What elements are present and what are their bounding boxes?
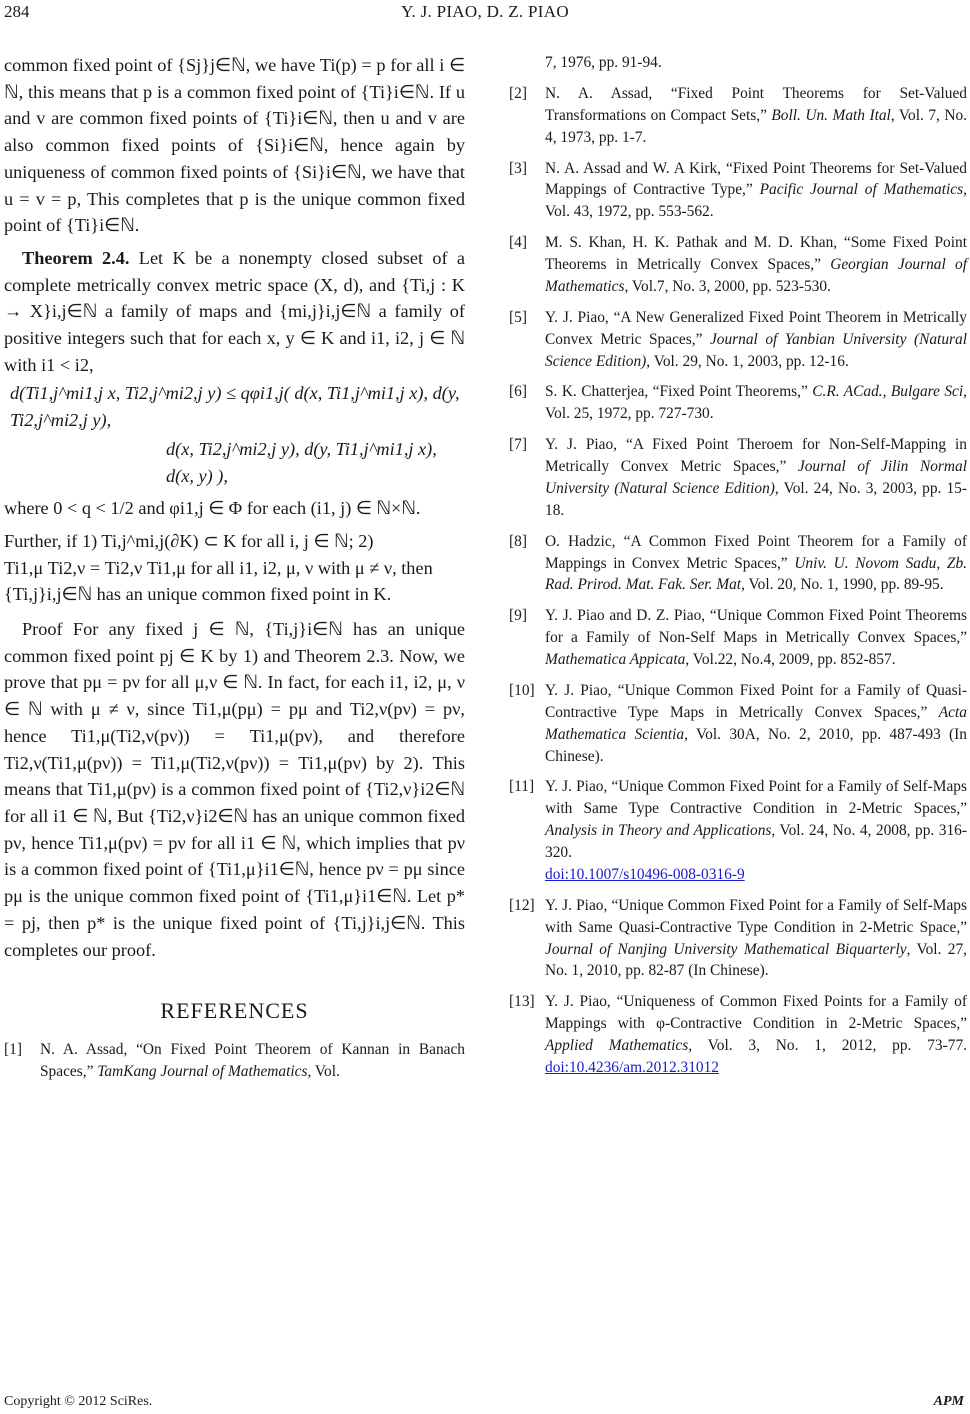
reference-item <box>509 158 967 224</box>
inequality-line-2: d(x, Ti2,j^mi2,j y), d(y, Ti1,j^mi1,j x), d(x, y) ), <box>166 438 442 486</box>
reference-item <box>509 381 967 425</box>
reference-item <box>509 307 967 373</box>
reference-item <box>509 991 967 1079</box>
reference-item-1 <box>4 1039 465 1083</box>
reference-text: M. S. Khan, H. K. Pathak and M. D. Khan, “Some Fixed Point Theorems in Metrically Convex Spaces,” Georgian Journal of Mathematics, Vol.7, No. 3, 2000, pp. 523-530. <box>545 234 967 295</box>
inequality-line-1: d(Ti1,j^mi1,j x, Ti2,j^mi2,j y) ≤ qφi1,j( d(x, Ti1,j^mi1,j x), d(y, Ti2,j^mi2,j y), <box>10 383 465 431</box>
proof-paragraph: Proof For any fixed j ∈ ℕ, {Ti,j}i∈ℕ has an unique common fixed point pj ∈ K by 1) and Theorem 2.3. Now, we prove that pμ = pν for all μ,ν ∈ ℕ. In fact, for each i1, i2, μ, ν ∈ ℕ with μ ≠ ν, since Ti1,μ(pμ) = pμ and Ti2,ν(pν) = pν, hence Ti1,μ(Ti2,ν(pν)) = Ti1,μ(pν), and therefore Ti2,ν(Ti1,μ(pν)) = Ti1,μ(Ti2,ν(pν)) = Ti1,μ(pν) by 2). This means that Ti1,μ(pν) is a common fixed point of {Ti2,ν}i2∈ℕ for all i1 ∈ ℕ, But {Ti2,ν}i2∈ℕ has an unique common fixed pν, hence Ti1,μ(pν) = pν for all i1 ∈ ℕ, which implies that pν is a common fixed point of {Ti1,μ}i1∈ℕ, hence pν = pμ since pμ is the unique common fixed point of {Ti1,μ}i1∈ℕ. Let p* = pj, then p* is the unique fixed point of {Ti,j}i,j∈ℕ. This completes our proof. <box>4 619 465 960</box>
paragraph-continued: common fixed point of {Sj}j∈ℕ, we have Ti(p) = p for all i ∈ ℕ, this means that p is a common fixed point of {Ti}i∈ℕ. If u and v are common fixed points of {Ti}i∈ℕ, then u and v are also common fixed points of {Si}i∈ℕ, hence again by uniqueness of common fixed points of {Si}i∈ℕ, we have that u = v = p, This completes that p is the unique common fixed point of {Ti}i∈ℕ. <box>4 55 465 236</box>
reference-number: [12] <box>509 896 535 914</box>
reference-text: S. K. Chatterjea, “Fixed Point Theorems,” C.R. ACad., Bulgare Sci, Vol. 25, 1972, pp. 727-730. <box>545 383 967 423</box>
reference-text: Y. J. Piao and D. Z. Piao, “Unique Common Fixed Point Theorems for a Family of Non-Self Maps in Metrically Convex Spaces,” Mathematica Appicata, Vol.22, No.4, 2009, pp. 852-857. <box>545 607 967 668</box>
reference-number: [9] <box>509 607 527 625</box>
reference-text: N. A. Assad, “On Fixed Point Theorem of Kannan in Banach Spaces,” TamKang Journal of Mathematics, Vol. <box>40 1041 465 1081</box>
theorem-2-4 <box>4 245 465 379</box>
reference-number: [1] <box>4 1041 22 1059</box>
reference-item <box>509 605 967 671</box>
reference-text: Y. J. Piao, “A New Generalized Fixed Point Theorem in Metrically Convex Metric Spaces,” Journal of Yanbian University (Natural Science Edition), Vol. 29, No. 1, 2003, pp. 12-16. <box>545 308 967 370</box>
reference-number: [11] <box>509 778 535 796</box>
theorem-condition-2: Ti1,μ Ti2,ν = Ti2,ν Ti1,μ for all i1, i2, μ, ν with μ ≠ ν, then <box>4 557 433 578</box>
reference-item <box>509 680 967 768</box>
journal-abbreviation: APM <box>933 1394 964 1409</box>
reference-text: N. A. Assad, “Fixed Point Theorems for Set-Valued Transformations on Compact Sets,” Boll. Un. Math Ital, Vol. 7, No. 4, 1973, pp. 1-7. <box>545 84 967 146</box>
reference-number: [4] <box>509 234 527 252</box>
theorem-statement: Let K be a nonempty closed subset of a complete metrically convex metric space (X, d), and {Ti,j : K → X}i,j∈ℕ a family of maps and {mi,j}i,j∈ℕ a family of positive integers such that for each x, y ∈ K and i1, i2, j ∈ ℕ with i1 < i2, <box>4 247 466 375</box>
reference-text: N. A. Assad and W. A Kirk, “Fixed Point Theorems for Set-Valued Mappings of Contractive Type,” Pacific Journal of Mathematics, Vol. 43, 1972, pp. 553-562. <box>545 159 967 221</box>
reference-text: Y. J. Piao, “Unique Common Fixed Point for a Family of Quasi-Contractive Type Maps in Metrically Convex Spaces,” Acta Mathematica Scientia, Vol. 30A, No. 2, 2010, pp. 487-493 (In Chinese). <box>545 681 967 765</box>
copyright-notice: Copyright © 2012 SciRes. <box>4 1394 153 1409</box>
reference-number: [10] <box>509 681 535 699</box>
reference-item <box>509 531 967 597</box>
reference-text: Y. J. Piao, “Unique Common Fixed Point for a Family of Self-Maps with Same Type Contractive Condition in 2-Metric Spaces,” Analysis in Theory and Applications, Vol. 24, No. 4, 2008, pp. 316-320. doi:10.1007/s10496-008-0316-9 <box>545 778 968 883</box>
reference-number: [2] <box>509 84 527 102</box>
page-number: 284 <box>4 2 30 21</box>
reference-item <box>509 776 967 885</box>
theorem-label: Theorem 2.4. <box>22 247 130 268</box>
page-footer <box>0 1394 970 1414</box>
theorem-conclusion: {Ti,j}i,j∈ℕ has an unique common fixed point in K. <box>4 584 392 605</box>
reference-item <box>509 83 967 149</box>
reference-number: [7] <box>509 436 527 454</box>
reference-number: [8] <box>509 532 527 550</box>
reference-item-1-continued: 7, 1976, pp. 91-94. <box>545 54 662 71</box>
doi-link[interactable]: doi:10.1007/s10496-008-0316-9 <box>545 865 745 883</box>
reference-number: [3] <box>509 159 527 177</box>
reference-number: [5] <box>509 308 527 326</box>
left-column <box>4 52 465 1092</box>
reference-text: Y. J. Piao, “A Fixed Point Theroem for Non-Self-Mapping in Metrically Convex Metric Spaces,” Journal of Jilin Normal University (Natural Science Edition), Vol. 24, No. 3, 2003, pp. 15-18. <box>545 436 967 519</box>
theorem-condition-1: Further, if 1) Ti,j^mi,j(∂K) ⊂ K for all i, j ∈ ℕ; 2) <box>4 530 374 551</box>
reference-number: [13] <box>509 993 535 1011</box>
reference-text: Y. J. Piao, “Uniqueness of Common Fixed Points for a Family of Mappings with φ-Contractive Condition in 2-Metric Spaces,” Applied Mathematics, Vol. 3, No. 1, 2012, pp. 73-77. doi:10.4236/am.2012.31012 <box>545 993 967 1076</box>
reference-number: [6] <box>509 383 527 401</box>
running-title: Y. J. PIAO, D. Z. PIAO <box>401 2 569 21</box>
page-header <box>0 0 970 28</box>
references-heading: REFERENCES <box>160 998 309 1024</box>
reference-list <box>509 83 967 1079</box>
theorem-condition-q: where 0 < q < 1/2 and φi1,j ∈ Φ for each (i1, j) ∈ ℕ×ℕ. <box>4 498 421 519</box>
doi-link[interactable]: doi:10.4236/am.2012.31012 <box>545 1058 719 1076</box>
reference-item <box>509 232 967 298</box>
reference-item <box>509 895 967 983</box>
right-column <box>509 52 967 1088</box>
reference-text: Y. J. Piao, “Unique Common Fixed Point for a Family of Self-Maps with Same Quasi-Contractive Type Condition in 2-Metric Space,” Journal of Nanjing University Mathematical Biquarterly, Vol. 27, No. 1, 2010, pp. 82-87 (In Chinese). <box>545 896 967 980</box>
reference-item <box>509 434 967 522</box>
reference-text: O. Hadzic, “A Common Fixed Point Theorem for a Family of Mappings in Convex Metric Spaces,” Univ. U. Novom Sadu, Zb. Rad. Prirod. Mat. Fak. Ser. Mat, Vol. 20, No. 1, 1990, pp. 89-95. <box>545 532 967 594</box>
